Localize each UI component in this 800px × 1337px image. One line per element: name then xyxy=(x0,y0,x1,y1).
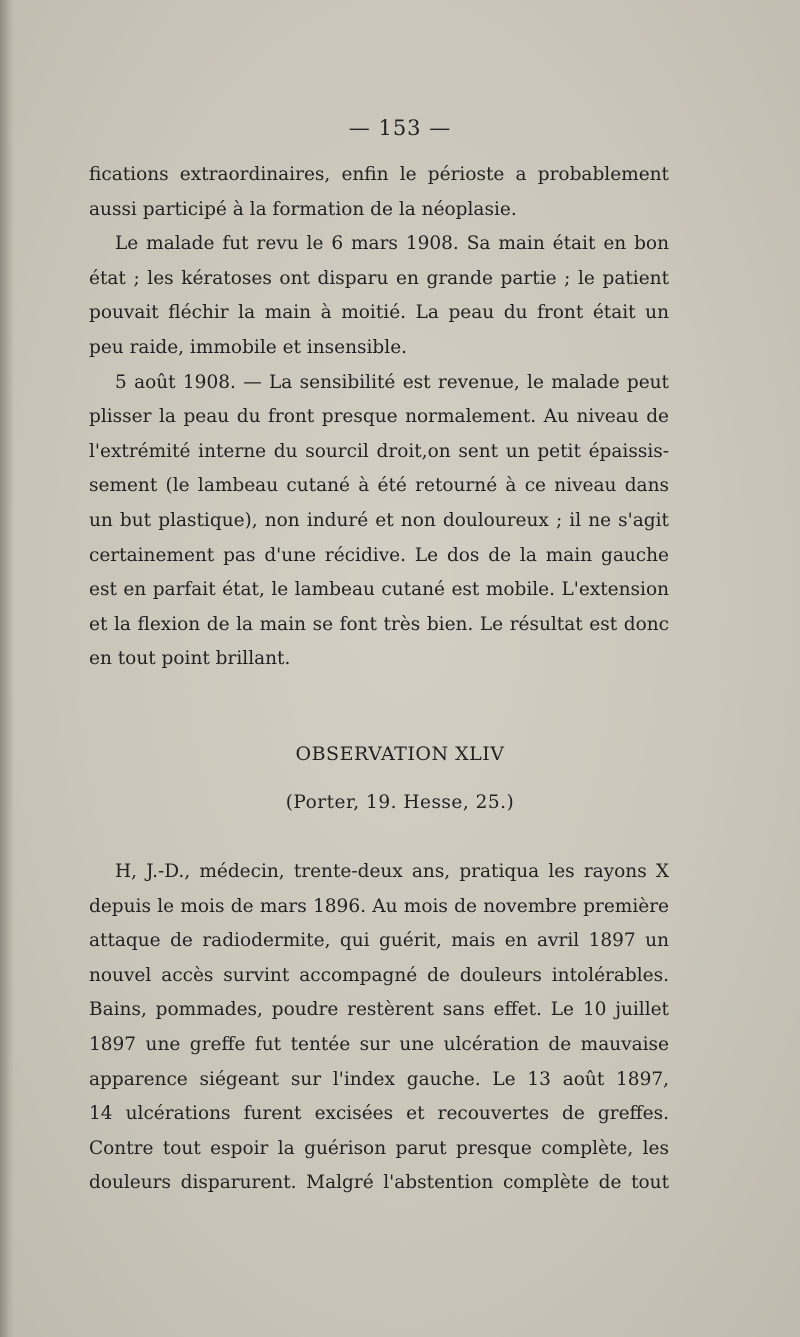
body-text-bottom xyxy=(89,855,669,1201)
body-text-top xyxy=(89,158,669,677)
text-line: état ; les kératoses ont disparu en grande partie ; le patient xyxy=(89,267,669,289)
text-line: H, J.-D., médecin, trente-deux ans, pratiqua les rayons X xyxy=(115,861,669,882)
text-line: sement (le lambeau cutané à été retourné à ce niveau dans xyxy=(89,475,669,497)
text-line: Le malade fut revu le 6 mars 1908. Sa main était en bon xyxy=(115,233,669,255)
text-line: apparence siégeant sur l'index gauche. Le 13 août 1897, xyxy=(89,1068,669,1090)
text-line: nouvel accès survint accompagné de douleurs intolérables. xyxy=(89,964,669,986)
text-line: douleurs disparurent. Malgré l'abstention complète de tout xyxy=(89,1172,669,1194)
text-line: aussi participé à la formation de la néoplasie. xyxy=(89,198,517,220)
text-line: Bains, pommades, poudre restèrent sans effet. Le 10 juillet xyxy=(89,999,669,1021)
text-line: l'extrémité interne du sourcil droit,on sent un petit épaissis- xyxy=(89,440,669,462)
text-line: fications extraordinaires, enfin le périoste a probablement xyxy=(89,164,669,185)
text-line: un but plastique), non induré et non douloureux ; il ne s'agit xyxy=(89,509,669,531)
book-spine-shadow xyxy=(0,0,14,1337)
text-line: est en parfait état, le lambeau cutané est mobile. L'extension xyxy=(89,579,669,601)
text-line: attaque de radiodermite, qui guérit, mais en avril 1897 un xyxy=(89,930,669,952)
text-line: plisser la peau du front presque normalement. Au niveau de xyxy=(89,406,669,428)
page-number: — 153 — xyxy=(348,116,452,140)
text-line: pouvait fléchir la main à moitié. La peau du front était un xyxy=(89,302,669,324)
text-line: depuis le mois de mars 1896. Au mois de novembre première xyxy=(89,895,669,917)
text-line: certainement pas d'une récidive. Le dos de la main gauche xyxy=(89,544,669,566)
text-line: et la flexion de la main se font très bien. Le résultat est donc xyxy=(89,613,669,635)
text-line: peu raide, immobile et insensible. xyxy=(89,336,408,358)
observation-subtitle: (Porter, 19. Hesse, 25.) xyxy=(285,792,515,813)
text-line: 14 ulcérations furent excisées et recouvertes de greffes. xyxy=(89,1103,669,1125)
text-line: 1897 une greffe fut tentée sur une ulcération de mauvaise xyxy=(89,1033,669,1055)
text-line: en tout point brillant. xyxy=(89,648,291,670)
text-line: Contre tout espoir la guérison parut presque complète, les xyxy=(89,1137,669,1159)
observation-title: OBSERVATION XLIV xyxy=(295,743,505,765)
text-line: 5 août 1908. — La sensibilité est revenue, le malade peut xyxy=(115,371,669,393)
